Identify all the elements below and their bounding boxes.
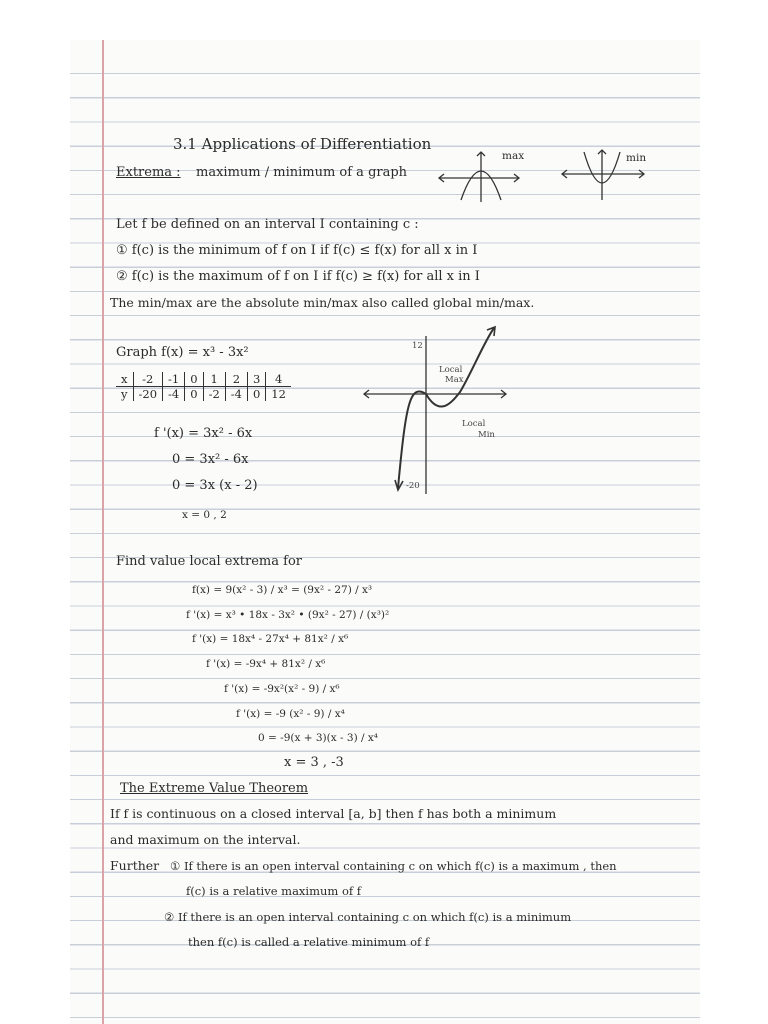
extrema-label: Extrema : <box>116 165 181 180</box>
find-line-4: f '(x) = -9x⁴ + 81x² / x⁶ <box>206 658 326 670</box>
definition-item-2: ② f(c) is the maximum of f on I if f(c) ≥ f(x) for all x in I <box>116 269 480 284</box>
derivative-step-2: 0 = 3x² - 6x <box>172 452 249 467</box>
derivative-step-3: 0 = 3x (x - 2) <box>172 478 258 493</box>
evt-line-2: and maximum on the interval. <box>110 832 301 847</box>
find-result: x = 3 , -3 <box>284 755 344 770</box>
table-row-x <box>116 372 291 387</box>
page-title: 3.1 Applications of Differentiation <box>173 135 432 153</box>
definition-item-1: ① f(c) is the minimum of f on I if f(c) ≤ f(x) for all x in I <box>116 243 478 258</box>
evt-line-1: If f is continuous on a closed interval [a, b] then f has both a minimum <box>110 806 557 821</box>
notebook-page <box>70 40 700 1024</box>
value-table <box>116 372 291 401</box>
local-min-label-2: Min <box>478 430 495 440</box>
find-line-3: f '(x) = 18x⁴ - 27x⁴ + 81x² / x⁶ <box>192 633 349 645</box>
local-max-label-2: Max <box>445 375 464 385</box>
further-item-1-cont: f(c) is a relative maximum of f <box>186 884 362 898</box>
further-label: Further <box>110 858 160 873</box>
find-line-2: f '(x) = x³ • 18x - 3x² • (9x² - 27) / (x³)² <box>186 609 390 621</box>
max-label: max <box>502 150 525 162</box>
derivative-step-4: x = 0 , 2 <box>182 509 227 521</box>
find-heading: Find value local extrema for <box>116 554 302 569</box>
local-min-label-1: Local <box>462 419 486 429</box>
axis-top-label: 12 <box>412 341 423 351</box>
table-cell: -2 <box>133 372 163 387</box>
evt-heading: The Extreme Value Theorem <box>120 781 309 796</box>
find-line-5: f '(x) = -9x²(x² - 9) / x⁶ <box>224 683 340 695</box>
table-cell: 2 <box>225 372 247 387</box>
table-cell: 3 <box>247 372 265 387</box>
local-max-label-1: Local <box>439 365 463 375</box>
table-cell: -4 <box>163 387 185 402</box>
further-item-2: ② If there is an open interval containing c on which f(c) is a minimum <box>164 910 572 924</box>
axis-bottom-label: -20 <box>406 481 420 491</box>
extrema-text: maximum / minimum of a graph <box>196 165 408 180</box>
find-line-6: f '(x) = -9 (x² - 9) / x⁴ <box>236 708 345 720</box>
cubic-graph <box>360 322 510 500</box>
table-cell: -4 <box>225 387 247 402</box>
margin-line <box>102 40 104 1024</box>
table-cell: -1 <box>163 372 185 387</box>
find-line-1: f(x) = 9(x² - 3) / x³ = (9x² - 27) / x³ <box>192 584 373 596</box>
find-line-7: 0 = -9(x + 3)(x - 3) / x⁴ <box>258 732 379 744</box>
table-cell: x <box>116 372 133 387</box>
table-cell: -2 <box>203 387 225 402</box>
table-row-y <box>116 387 291 402</box>
further-item-1: ① If there is an open interval containing c on which f(c) is a maximum , then <box>170 859 617 873</box>
definition-intro: Let f be defined on an interval I containing c : <box>116 217 419 232</box>
table-cell: -20 <box>133 387 163 402</box>
table-cell: 0 <box>185 387 203 402</box>
table-cell: 4 <box>266 372 291 387</box>
table-cell: 12 <box>266 387 291 402</box>
derivative-step-1: f '(x) = 3x² - 6x <box>154 426 253 441</box>
min-label: min <box>626 152 647 164</box>
definition-note: The min/max are the absolute min/max also called global min/max. <box>110 295 535 310</box>
table-cell: y <box>121 387 128 401</box>
table-cell: 1 <box>203 372 225 387</box>
table-cell: 0 <box>247 387 265 402</box>
table-cell: 0 <box>185 372 203 387</box>
further-item-2-cont: then f(c) is called a relative minimum of f <box>188 935 430 949</box>
graph-label: Graph f(x) = x³ - 3x² <box>116 345 249 360</box>
